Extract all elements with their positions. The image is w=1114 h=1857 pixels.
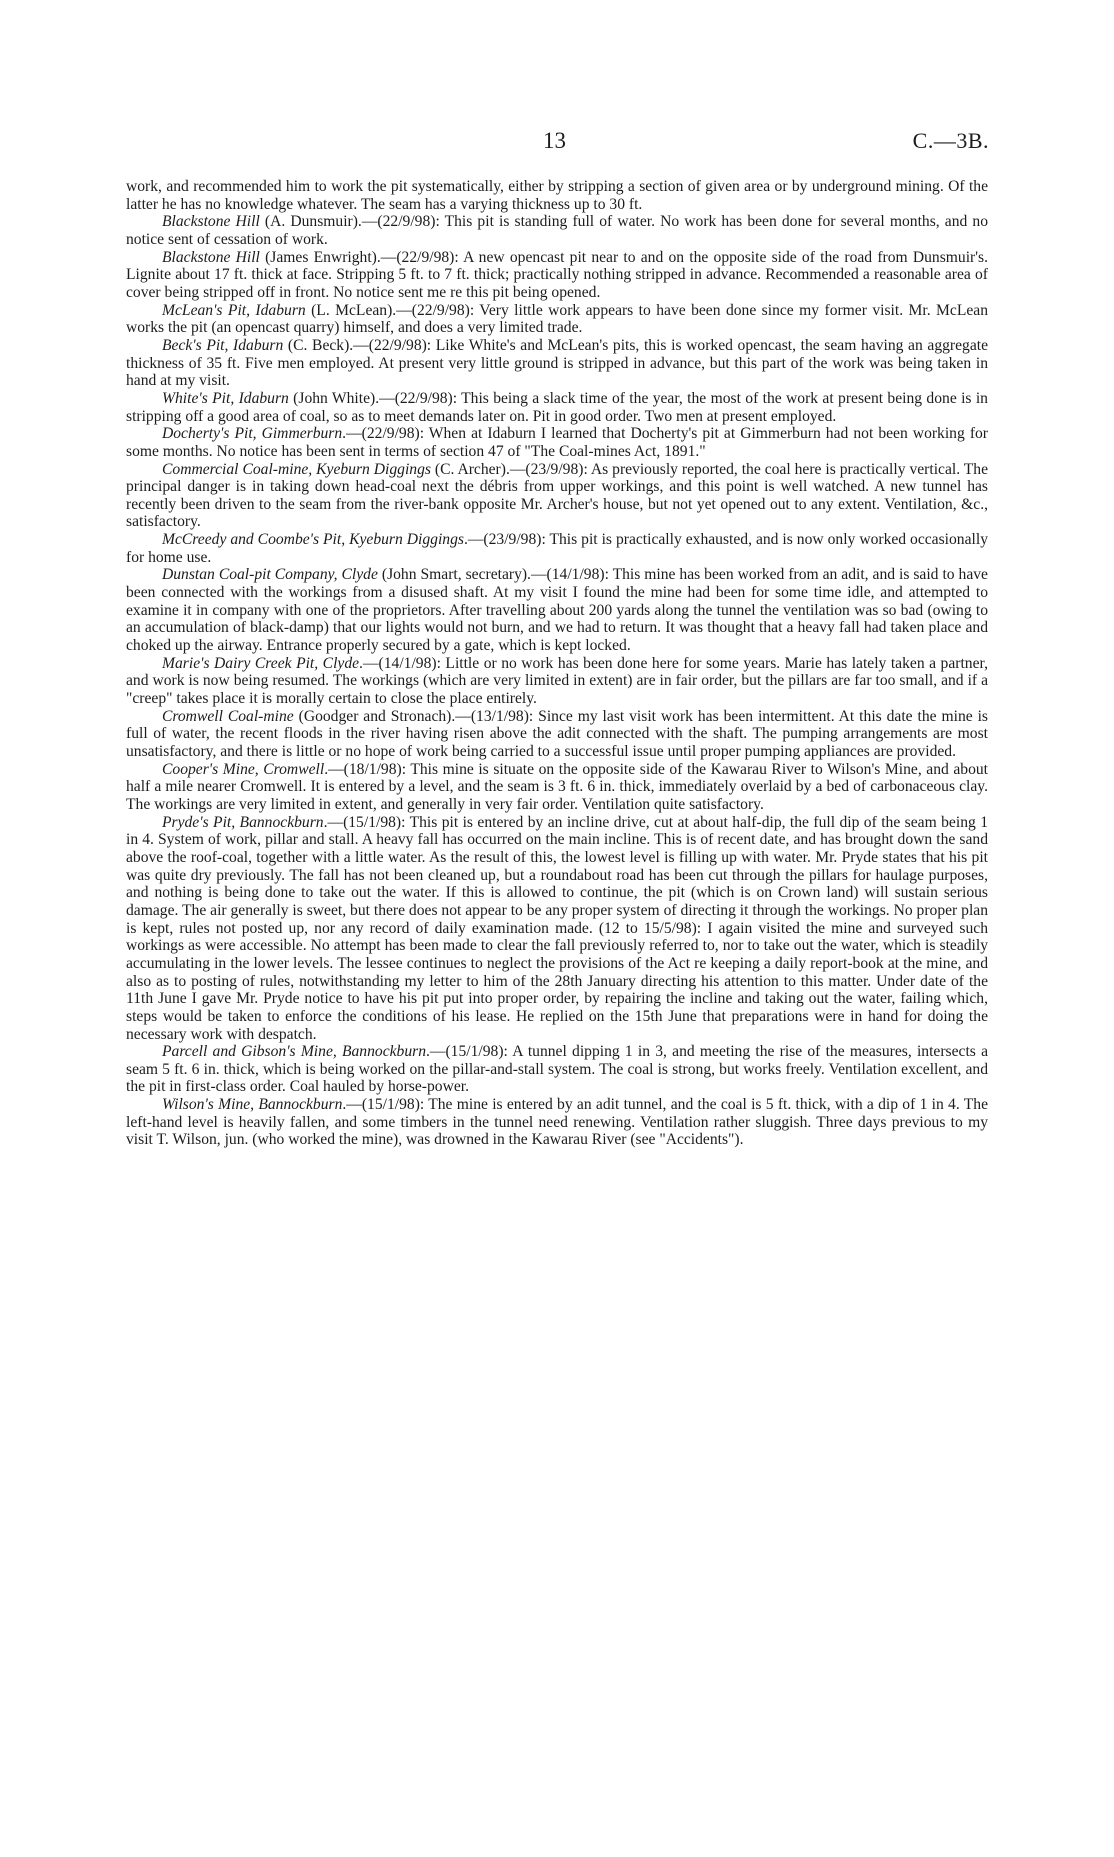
paragraph bbox=[126, 425, 988, 460]
mine-name: Parcell and Gibson's Mine, Bannockburn bbox=[162, 1043, 426, 1061]
paragraph bbox=[126, 1096, 988, 1149]
paragraph-text: (John White).—(22/9/98): This being a slack time of the year, the most of the work at present being done is in stripping off a good area of coal, so as to meet demands later on. Pit in good order. Two men at present employed. bbox=[126, 389, 988, 425]
paragraph-text: (A. Dunsmuir).—(22/9/98): This pit is standing full of water. No work has been done for several months, and no notice sent of cessation of work. bbox=[126, 213, 988, 248]
mine-name: McLean's Pit, Idaburn bbox=[162, 301, 306, 319]
paragraph bbox=[126, 461, 988, 532]
paragraph bbox=[126, 531, 988, 566]
document-code: C.—3B. bbox=[912, 128, 989, 153]
mine-name: Beck's Pit, Idaburn bbox=[162, 336, 284, 354]
paragraph bbox=[126, 249, 988, 302]
paragraph-text: .—(22/9/98): When at Idaburn I learned that Docherty's pit at Gimmerburn had not been working for some months. No notice has been sent in terms of section 47 of "The Coal-mines Act, 1891." bbox=[126, 425, 989, 460]
paragraph bbox=[126, 302, 988, 337]
paragraph bbox=[126, 761, 988, 814]
paragraph-text: .—(14/1/98): Little or no work has been done here for some years. Marie has lately taken a partner, and work is now being resumed. The workings (which are very limited in extent) are in fair order, but the pillars are far too small, and if a "creep" takes place it is morally certain to close the place entirely. bbox=[126, 654, 988, 708]
mine-name: Dunstan Coal-pit Company, Clyde bbox=[162, 566, 378, 584]
mine-name: Marie's Dairy Creek Pit, Clyde bbox=[162, 654, 360, 672]
mine-name: Docherty's Pit, Gimmerburn bbox=[162, 425, 343, 443]
paragraph-text: .—(15/1/98): This pit is entered by an incline drive, cut at about half-dip, the full dip of the seam being 1 in 4. System of work, pillar and stall. A heavy fall has occurred on the main incline. This is of recent date, and has brought down the sand above the roof-coal, together with a little water. As the result of this, the lowest level is filling up with water. Mr. Pryde states that his pit was quite dry previously. The fall has not been cleaned up, but a roundabout road has been cut through the pillars for haulage purposes, and nothing is being done to take out the water. If this is allowed to continue, the pit (which is on Crown land) will sustain serious damage. The air generally is sweet, but there does not appear to be any proper system of directing it through the workings. No proper plan is kept, rules not posted up, nor any record of daily examination made. (12 to 15/5/98): I again visited the mine and surveyed such workings as were accessible. No attempt has been made to clear the fall previously referred to, nor to take out the water, which is steadily accumulating in the lower levels. The lessee continues to neglect the provisions of the Act re keeping a daily report-book at the mine, and also as to posting of rules, notwithstanding my letter to him of the 28th January directing his attention to this matter. Under date of the 11th June I gave Mr. Pryde notice to have his pit put into proper order, by repairing the incline and taking out the water, failing which, steps would be taken to enforce the conditions of his lease. He replied on the 15th June that preparations were in hand for doing the necessary work with despatch. bbox=[126, 813, 988, 1043]
mine-name: Blackstone Hill bbox=[162, 213, 260, 231]
paragraph bbox=[126, 655, 988, 708]
paragraph bbox=[126, 814, 988, 1044]
paragraph bbox=[126, 178, 988, 213]
mine-name: White's Pit, Idaburn bbox=[162, 389, 289, 407]
mine-name: McCreedy and Coombe's Pit, Kyeburn Diggings bbox=[162, 531, 464, 549]
paragraph bbox=[126, 390, 988, 425]
paragraph bbox=[126, 213, 988, 248]
paragraph-text: .—(15/1/98): The mine is entered by an adit tunnel, and the coal is 5 ft. thick, with a dip of 1 in 4. The left-hand level is heavily fallen, and some timbers in the tunnel need renewing. Ventilation rather sluggish. Three days previous to my visit T. Wilson, jun. (who worked the mine), was drowned in the Kawarau River (see "Accidents"). bbox=[126, 1096, 988, 1149]
paragraph-text: (John Smart, secretary).—(14/1/98): This mine has been worked from an adit, and is said to have been connected with the workings from a disused shaft. At my visit I found the mine had been for some time idle, and attempted to examine it in company with one of the proprietors. After travelling about 200 yards along the tunnel the ventilation was so bad (owing to an accumulation of black-damp) that our lights would not burn, and we had to return. It was thought that a heavy fall had taken place and choked up the airway. Entrance properly secured by a gate, which is kept locked. bbox=[126, 566, 988, 655]
paragraph-text: .—(23/9/98): This pit is practically exhausted, and is now only worked occasionally for home use. bbox=[126, 531, 988, 566]
paragraph bbox=[126, 566, 988, 654]
paragraph-text: (C. Beck).—(22/9/98): Like White's and McLean's pits, this is worked opencast, the seam having an aggregate thickness of 35 ft. Five men employed. At present very little ground is stripped in advance, but this part of the work was being taken in hand at my visit. bbox=[126, 336, 988, 390]
paragraph bbox=[126, 708, 988, 761]
paragraph-text: (James Enwright).—(22/9/98): A new opencast pit near to and on the opposite side of the road from Dunsmuir's. Lignite about 17 ft. thick at face. Stripping 5 ft. to 7 ft. thick; practically nothing stripped in advance. Recommended a reasonable area of cover being stripped off in front. No notice sent me re this pit being opened. bbox=[126, 248, 988, 301]
mine-name: Wilson's Mine, Bannockburn bbox=[162, 1096, 343, 1114]
report-body bbox=[126, 178, 988, 1149]
page-number: 13 bbox=[543, 128, 566, 153]
mine-name: Cromwell Coal-mine bbox=[162, 707, 294, 725]
paragraph-text: (C. Archer).—(23/9/98): As previously reported, the coal here is practically vertical. The principal danger is in taking down head-coal next the débris from upper workings, and this point is well watched. A new tunnel has recently been driven to the seam from the river-bank opposite Mr. Archer's house, but not yet opened out to any extent. Ventilation, &c., satisfactory. bbox=[126, 460, 988, 531]
paragraph-text: (L. McLean).—(22/9/98): Very little work appears to have been done since my former visit. Mr. McLean works the pit (an opencast quarry) himself, and does a very limited trade. bbox=[126, 301, 988, 337]
mine-name: Cooper's Mine, Cromwell bbox=[162, 760, 325, 778]
paragraph-text: work, and recommended him to work the pit systematically, either by stripping a section of given area or by underground mining. Of the latter he has no knowledge whatever. The seam has a varying thickness up to 30 ft. bbox=[126, 178, 988, 213]
paragraph bbox=[126, 337, 988, 390]
paragraph-text: .—(15/1/98): A tunnel dipping 1 in 3, and meeting the rise of the measures, intersects a seam 5 ft. 6 in. thick, which is being worked on the pillar-and-stall system. The coal is strong, but works freely. Ventilation excellent, and the pit in first-class order. Coal hauled by horse-power. bbox=[126, 1043, 989, 1096]
paragraph-text: (Goodger and Stronach).—(13/1/98): Since my last visit work has been intermittent. At this date the mine is full of water, the recent floods in the river having risen above the adit connected with the shaft. The pumping arrangements are most unsatisfactory, and there is little or no hope of work being carried to a successful issue until proper pumping appliances are provided. bbox=[126, 707, 989, 760]
page-header bbox=[0, 128, 1114, 158]
mine-name: Blackstone Hill bbox=[162, 248, 260, 266]
mine-name: Commercial Coal-mine, Kyeburn Diggings bbox=[162, 460, 431, 478]
mine-name: Pryde's Pit, Bannockburn bbox=[162, 813, 324, 831]
paragraph bbox=[126, 1043, 988, 1096]
paragraph-text: .—(18/1/98): This mine is situate on the opposite side of the Kawarau River to Wilson's Mine, and about half a mile nearer Cromwell. It is entered by a level, and the seam is 3 ft. 6 in. thick, immediately overlaid by a bed of carbonaceous clay. The workings are very limited in extent, and generally in very fair order. Ventilation quite satisfactory. bbox=[126, 760, 989, 813]
